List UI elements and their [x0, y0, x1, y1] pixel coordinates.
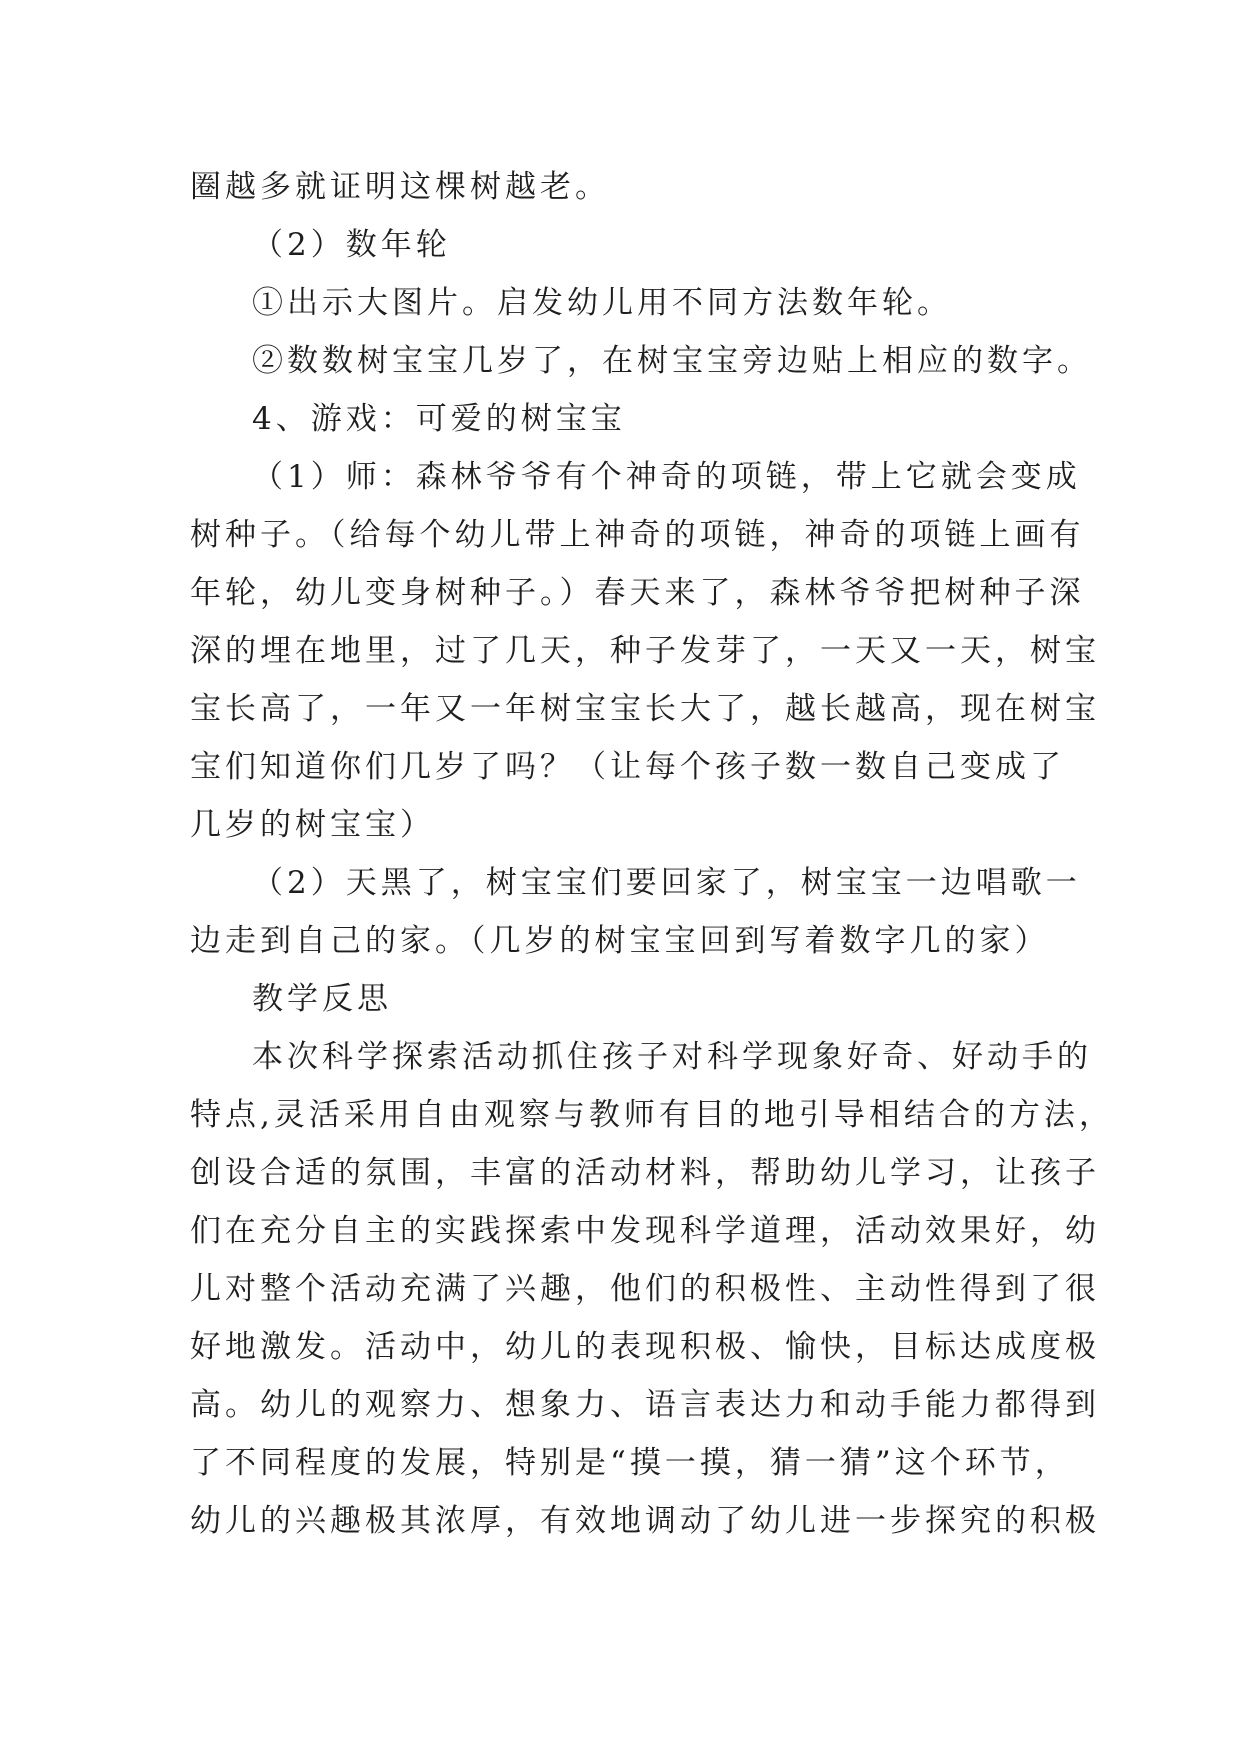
text-line: 几岁的树宝宝）: [190, 807, 435, 843]
text-line: 创设合适的氛围，丰富的活动材料，帮助幼儿学习，让孩子: [190, 1155, 1100, 1191]
section-heading: 教学反思: [252, 981, 392, 1017]
text-line: （2）数年轮: [252, 227, 451, 263]
text-line: 特点,灵活采用自由观察与教师有目的地引导相结合的方法，: [190, 1097, 1114, 1133]
text-line: ①出示大图片。启发幼儿用不同方法数年轮。: [252, 285, 952, 321]
text-line: 幼儿的兴趣极其浓厚，有效地调动了幼儿进一步探究的积极: [190, 1503, 1100, 1539]
text-line: 本次科学探索活动抓住孩子对科学现象好奇、好动手的: [252, 1039, 1092, 1075]
text-line: 了不同程度的发展，特别是“摸一摸，猜一猜”这个环节，: [190, 1445, 1070, 1481]
text-line: 高。幼儿的观察力、想象力、语言表达力和动手能力都得到: [190, 1387, 1100, 1423]
text-line: 圈越多就证明这棵树越老。: [190, 169, 610, 205]
text-line: 宝长高了，一年又一年树宝宝长大了，越长越高，现在树宝: [190, 691, 1100, 727]
text-line: （1）师：森林爷爷有个神奇的项链，带上它就会变成: [252, 459, 1081, 495]
text-line: ②数数树宝宝几岁了，在树宝宝旁边贴上相应的数字。: [252, 343, 1092, 379]
text-line: 深的埋在地里，过了几天，种子发芽了，一天又一天，树宝: [190, 633, 1100, 669]
section-heading: 4、游戏：可爱的树宝宝: [252, 401, 626, 437]
text-line: 们在充分自主的实践探索中发现科学道理，活动效果好，幼: [190, 1213, 1100, 1249]
text-line: （2）天黑了，树宝宝们要回家了，树宝宝一边唱歌一: [252, 865, 1081, 901]
text-line: 树种子。（给每个幼儿带上神奇的项链，神奇的项链上画有: [190, 517, 1085, 553]
text-line: 年轮，幼儿变身树种子。）春天来了，森林爷爷把树种子深: [190, 575, 1085, 611]
text-line: 边走到自己的家。（几岁的树宝宝回到写着数字几的家）: [190, 923, 1050, 959]
document-body: [190, 158, 1114, 1550]
text-line: 儿对整个活动充满了兴趣，他们的积极性、主动性得到了很: [190, 1271, 1100, 1307]
text-line: 宝们知道你们几岁了吗？（让每个孩子数一数自己变成了: [190, 749, 1065, 785]
text-line: 好地激发。活动中，幼儿的表现积极、愉快，目标达成度极: [190, 1329, 1100, 1365]
